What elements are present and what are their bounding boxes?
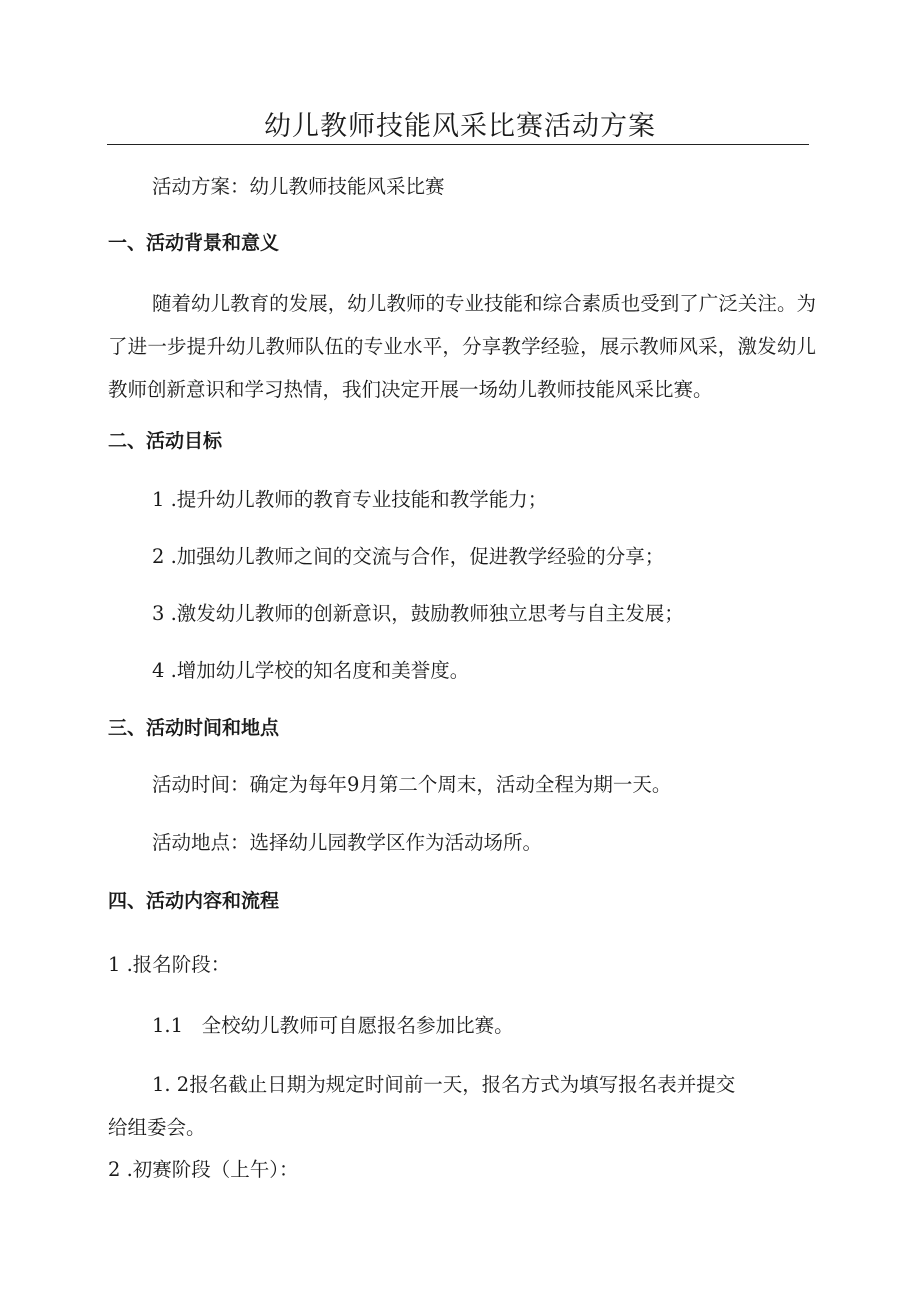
section-1-heading: 一、活动背景和意义 [108,232,280,254]
goal-item-2: 2 .加强幼儿教师之间的交流与合作，促进教学经验的分享； [152,545,665,568]
activity-time: 活动时间：确定为每年9月第二个周末，活动全程为期一天。 [152,773,672,796]
document-title: 幼儿教师技能风采比赛活动方案 [264,111,656,142]
section-1-paragraph: 随着幼儿教育的发展，幼儿教师的专业技能和综合素质也受到了广泛关注。为了进一步提升幼儿教师队伍的专业水平，分享教学经验，展示教师风采，激发幼儿教师创新意识和学习热情，我们决定开展一场幼儿教师技能风采比赛。 [108,292,816,401]
stage-1-item-1: 1.1 全校幼儿教师可自愿报名参加比赛。 [152,1014,514,1037]
section-4-heading: 四、活动内容和流程 [108,890,280,912]
goal-item-3: 3 .激发幼儿教师的创新意识，鼓励教师独立思考与自主发展； [152,602,684,625]
stage-1-item-2-line-1: 1. 2报名截止日期为规定时间前一天，报名方式为填写报名表并提交 [152,1073,736,1096]
activity-place: 活动地点：选择幼儿园教学区作为活动场所。 [152,831,543,854]
goal-item-1: 1 .提升幼儿教师的教育专业技能和教学能力； [152,488,548,511]
stage-1-item-2-line-2: 给组委会。 [108,1116,206,1139]
goal-item-4: 4 .增加幼儿学校的知名度和美誉度。 [152,659,470,682]
section-2-heading: 二、活动目标 [108,430,223,452]
stage-1-label: 1 .报名阶段： [108,953,231,976]
intro-line: 活动方案：幼儿教师技能风采比赛 [152,175,445,198]
title-underline [107,144,809,145]
section-3-heading: 三、活动时间和地点 [108,717,280,739]
stage-2-label: 2 .初赛阶段（上午）： [108,1158,299,1181]
